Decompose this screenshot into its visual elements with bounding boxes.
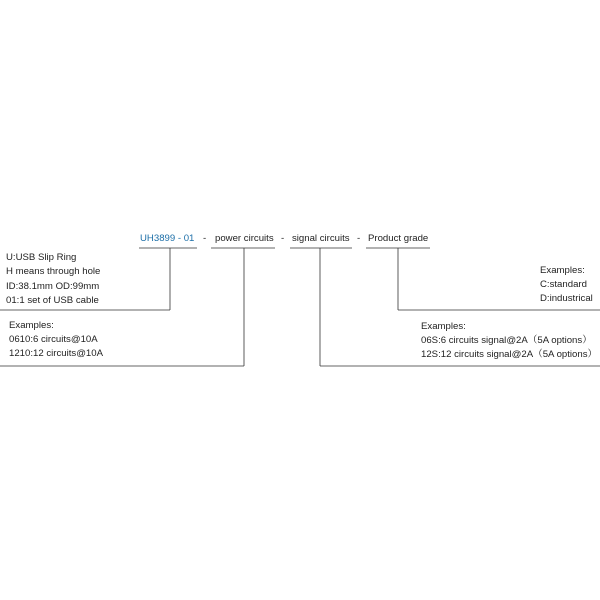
power-example-line: 0610:6 circuits@10A [9, 334, 98, 345]
separator: - [357, 233, 361, 244]
signal-example-line: 06S:6 circuits signal@2A（5A options） [421, 335, 592, 346]
grade-example-line: C:standard [540, 279, 587, 290]
model-desc-line: H means through hole [6, 266, 101, 277]
separator: - [203, 233, 207, 244]
grade-example-line: D:industrical [540, 293, 593, 304]
power-example-line: 1210:12 circuits@10A [9, 348, 104, 359]
model-desc-line: ID:38.1mm OD:99mm [6, 281, 100, 292]
model-desc-line: U:USB Slip Ring [6, 252, 77, 263]
signal-example-line: 12S:12 circuits signal@2A（5A options） [421, 349, 598, 360]
power-circuits-label: power circuits [215, 233, 274, 244]
signal-circuits-label: signal circuits [292, 233, 350, 244]
separator: - [281, 233, 285, 244]
grade-examples-heading: Examples: [540, 265, 585, 276]
power-examples-heading: Examples: [9, 320, 54, 331]
signal-examples-heading: Examples: [421, 321, 466, 332]
product-grade-label: Product grade [368, 233, 429, 244]
model-code: UH3899 - 01 [140, 233, 195, 244]
model-desc-line: 01:1 set of USB cable [6, 295, 99, 306]
